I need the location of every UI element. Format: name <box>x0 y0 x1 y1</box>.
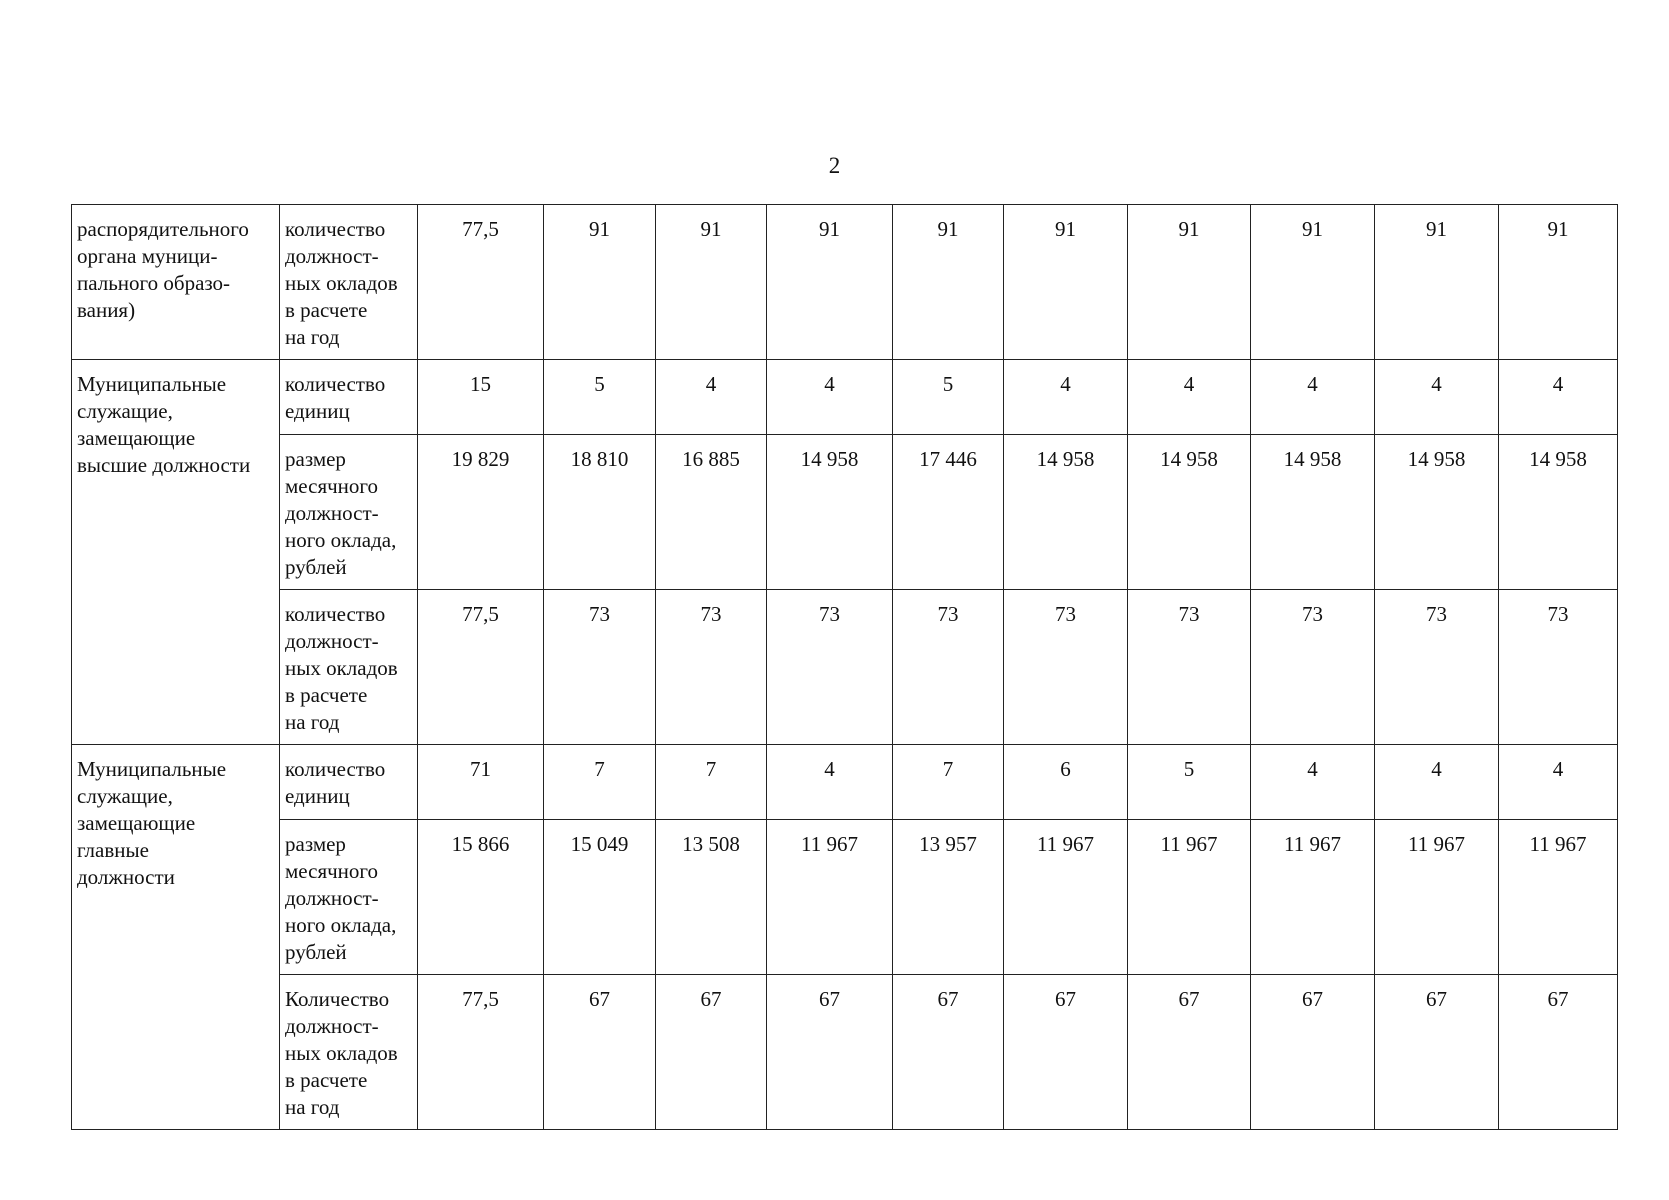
value-cell: 5 <box>544 360 656 435</box>
value-cell: 15 <box>418 360 544 435</box>
value-cell: 11 967 <box>1499 820 1618 975</box>
value-cell: 11 967 <box>1251 820 1375 975</box>
category-cell: распорядительного органа муници- пального образо- вания) <box>72 205 280 360</box>
value-cell: 77,5 <box>418 205 544 360</box>
value-cell: 73 <box>1375 590 1499 745</box>
value-cell: 11 967 <box>767 820 893 975</box>
value-cell: 14 958 <box>1128 435 1251 590</box>
value-cell: 14 958 <box>1004 435 1128 590</box>
value-cell: 14 958 <box>1499 435 1618 590</box>
value-cell: 14 958 <box>1375 435 1499 590</box>
value-cell: 67 <box>1128 975 1251 1130</box>
value-cell: 91 <box>767 205 893 360</box>
value-cell: 4 <box>1251 360 1375 435</box>
salary-table <box>71 204 1618 1130</box>
value-cell: 4 <box>1251 745 1375 820</box>
value-cell: 4 <box>767 745 893 820</box>
value-cell: 14 958 <box>767 435 893 590</box>
value-cell: 15 866 <box>418 820 544 975</box>
category-cell: Муниципальные служащие, замещающие высшие должности <box>72 360 280 745</box>
value-cell: 15 049 <box>544 820 656 975</box>
value-cell: 67 <box>1499 975 1618 1130</box>
value-cell: 13 508 <box>656 820 767 975</box>
indicator-cell: количество единиц <box>280 745 418 820</box>
value-cell: 13 957 <box>893 820 1004 975</box>
value-cell: 71 <box>418 745 544 820</box>
value-cell: 4 <box>1004 360 1128 435</box>
value-cell: 91 <box>1128 205 1251 360</box>
value-cell: 73 <box>1004 590 1128 745</box>
value-cell: 73 <box>656 590 767 745</box>
value-cell: 11 967 <box>1004 820 1128 975</box>
value-cell: 91 <box>656 205 767 360</box>
value-cell: 4 <box>1499 360 1618 435</box>
value-cell: 67 <box>1375 975 1499 1130</box>
value-cell: 77,5 <box>418 975 544 1130</box>
value-cell: 91 <box>1499 205 1618 360</box>
value-cell: 91 <box>893 205 1004 360</box>
value-cell: 67 <box>656 975 767 1130</box>
value-cell: 91 <box>1004 205 1128 360</box>
value-cell: 4 <box>656 360 767 435</box>
table-row <box>72 360 1618 435</box>
indicator-cell: размер месячного должност- ного оклада, рублей <box>280 435 418 590</box>
value-cell: 7 <box>656 745 767 820</box>
value-cell: 7 <box>893 745 1004 820</box>
value-cell: 17 446 <box>893 435 1004 590</box>
value-cell: 11 967 <box>1128 820 1251 975</box>
value-cell: 67 <box>1004 975 1128 1130</box>
value-cell: 67 <box>893 975 1004 1130</box>
table-row <box>72 975 1618 1130</box>
table-row <box>72 205 1618 360</box>
value-cell: 5 <box>1128 745 1251 820</box>
value-cell: 73 <box>1499 590 1618 745</box>
value-cell: 73 <box>893 590 1004 745</box>
value-cell: 67 <box>767 975 893 1130</box>
value-cell: 5 <box>893 360 1004 435</box>
indicator-cell: количество единиц <box>280 360 418 435</box>
value-cell: 4 <box>1499 745 1618 820</box>
value-cell: 14 958 <box>1251 435 1375 590</box>
value-cell: 73 <box>767 590 893 745</box>
table-row <box>72 435 1618 590</box>
value-cell: 67 <box>1251 975 1375 1130</box>
value-cell: 4 <box>1375 360 1499 435</box>
value-cell: 67 <box>544 975 656 1130</box>
indicator-cell: количество должност- ных окладов в расчете на год <box>280 590 418 745</box>
value-cell: 73 <box>544 590 656 745</box>
value-cell: 4 <box>1375 745 1499 820</box>
value-cell: 6 <box>1004 745 1128 820</box>
value-cell: 16 885 <box>656 435 767 590</box>
value-cell: 73 <box>1128 590 1251 745</box>
page-number: 2 <box>828 153 841 178</box>
value-cell: 91 <box>1251 205 1375 360</box>
table-row <box>72 745 1618 820</box>
value-cell: 4 <box>767 360 893 435</box>
indicator-cell: размер месячного должност- ного оклада, рублей <box>280 820 418 975</box>
value-cell: 73 <box>1251 590 1375 745</box>
table-row <box>72 820 1618 975</box>
value-cell: 77,5 <box>418 590 544 745</box>
value-cell: 91 <box>1375 205 1499 360</box>
value-cell: 4 <box>1128 360 1251 435</box>
category-cell: Муниципальные служащие, замещающие главные должности <box>72 745 280 1130</box>
value-cell: 18 810 <box>544 435 656 590</box>
indicator-cell: Количество должност- ных окладов в расчете на год <box>280 975 418 1130</box>
indicator-cell: количество должност- ных окладов в расчете на год <box>280 205 418 360</box>
value-cell: 91 <box>544 205 656 360</box>
value-cell: 11 967 <box>1375 820 1499 975</box>
value-cell: 7 <box>544 745 656 820</box>
table-row <box>72 590 1618 745</box>
value-cell: 19 829 <box>418 435 544 590</box>
